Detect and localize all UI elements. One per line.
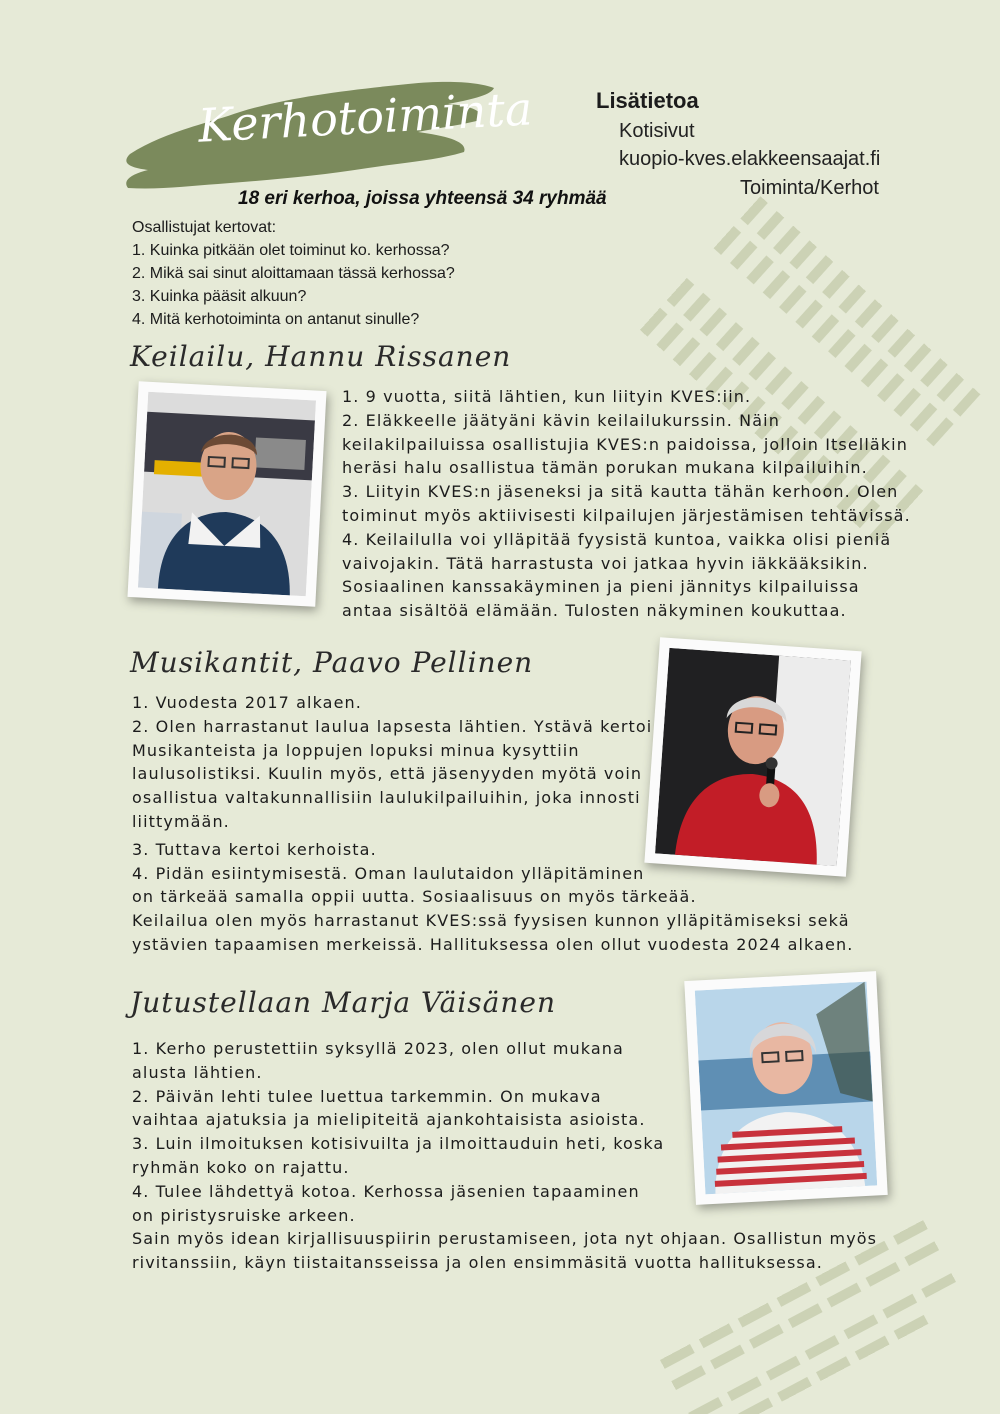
- text-line: 3. Tuttava kertoi kerhoista.: [132, 839, 377, 859]
- person-photo: [138, 392, 316, 597]
- info-line-path: Toiminta/Kerhot: [740, 177, 879, 199]
- question-item: 3. Kuinka pääsit alkuun?: [132, 288, 307, 305]
- text-line: 4. Keilailulla voi ylläpitää fyysistä kuntoa, vaikka olisi pieniä: [342, 529, 892, 549]
- section-text-jutustellaan: [132, 1037, 877, 1275]
- text-line: Sain myös idean kirjallisuuspiirin perustamiseen, jota nyt ohjaan. Osallistun myös: [132, 1229, 878, 1249]
- text-line: 2. Eläkkeelle jäätyäni kävin keilailukurssin. Näin: [342, 410, 780, 430]
- section-title-jutustellaan: Jutustellaan Marja Väisänen: [130, 986, 556, 1019]
- text-line: rivitanssiin, käyn tiistaitansseissa ja olen ensimmäsitä vuotta hallituksessa.: [132, 1253, 823, 1273]
- text-line: heräsi halu osallistua tämän porukan mukana kilpailuihin.: [342, 458, 868, 478]
- info-line-homepage: Kotisivut: [619, 120, 695, 142]
- section-text-musikantit: [132, 691, 853, 957]
- text-line: on piristysruiske arkeen.: [132, 1205, 356, 1225]
- question-item: 4. Mitä kerhotoiminta on antanut sinulle?: [132, 311, 420, 328]
- section-title-keilailu: Keilailu, Hannu Rissanen: [130, 340, 512, 373]
- info-heading: Lisätietoa: [596, 88, 699, 113]
- text-line: 2. Olen harrastanut laulua lapsesta lähtien. Ystävä kertoi: [132, 716, 653, 736]
- text-line: 1. 9 vuotta, siitä lähtien, kun liityin KVES:iin.: [342, 387, 752, 406]
- page-subtitle: 18 eri kerhoa, joissa yhteensä 34 ryhmää: [238, 188, 607, 209]
- text-line: ystävien tapaamisen merkeissä. Hallituksessa olen ollut vuodesta 2024 alkaen.: [132, 934, 854, 954]
- text-line: laulusolistiksi. Kuulin myös, että jäsenyyden myötä voin: [132, 764, 643, 784]
- question-item: 1. Kuinka pitkään olet toiminut ko. kerhossa?: [132, 242, 450, 259]
- intro-questions: [132, 216, 455, 331]
- question-item: 2. Mikä sai sinut aloittamaan tässä kerhossa?: [132, 265, 455, 282]
- text-line: ryhmän koko on rajattu.: [132, 1157, 350, 1177]
- text-line: 2. Päivän lehti tulee luettua tarkemmin. On mukava: [132, 1086, 602, 1106]
- text-line: on tärkeää samalla oppii uutta. Sosiaalisuus on myös tärkeää.: [132, 887, 697, 907]
- text-line: Sosiaalinen kanssakäyminen ja pieni jännitys kilpailuissa: [342, 577, 860, 597]
- section-text-keilailu: [342, 385, 911, 623]
- text-line: liittymään.: [132, 811, 230, 831]
- intro-lead: Osallistujat kertovat:: [132, 219, 277, 236]
- text-line: 4. Pidän esiintymisestä. Oman laulutaidon ylläpitäminen: [132, 863, 645, 883]
- text-line: vaihtaa ajatuksia ja mielipiteitä ajankohtaisista asioista.: [132, 1110, 646, 1130]
- photo-hannu-rissanen: [127, 381, 326, 607]
- text-line: antaa sisältöä elämään. Tulosten näkyminen koukuttaa.: [342, 601, 847, 621]
- text-line: toiminut myös aktiivisesti kilpailujen järjestämisen tehtävissä.: [342, 505, 911, 525]
- text-line: Keilailua olen myös harrastanut KVES:ssä fyysisen kunnon ylläpitämiseksi sekä: [132, 911, 850, 931]
- info-line-url[interactable]: kuopio-kves.elakkeensaajat.fi: [619, 148, 881, 170]
- text-line: vaivojakin. Tätä harrastusta voi jatkaa hyvin iäkkääksikin.: [342, 553, 869, 573]
- text-line: osallistua valtakunnallisiin laulukilpailuihin, joka innosti: [132, 788, 641, 808]
- text-line: 1. Vuodesta 2017 alkaen.: [132, 693, 362, 712]
- text-line: 1. Kerho perustettiin syksyllä 2023, olen ollut mukana: [132, 1039, 624, 1058]
- page-title: Kerhotoiminta: [196, 81, 534, 153]
- text-line: 3. Liityin KVES:n jäseneksi ja sitä kautta tähän kerhoon. Olen: [342, 482, 899, 502]
- text-line: keilakilpailuissa osallistujia KVES:n paidoissa, jolloin Itselläkin: [342, 434, 908, 454]
- text-line: Musikanteista ja loppujen lopuksi minua kysyttiin: [132, 740, 580, 760]
- text-line: 3. Luin ilmoituksen kotisivuilta ja ilmoittauduin heti, koska: [132, 1134, 665, 1154]
- text-line: alusta lähtien.: [132, 1062, 263, 1082]
- section-title-musikantit: Musikantit, Paavo Pellinen: [130, 646, 534, 679]
- text-line: 4. Tulee lähdettyä kotoa. Kerhossa jäsenien tapaaminen: [132, 1181, 640, 1201]
